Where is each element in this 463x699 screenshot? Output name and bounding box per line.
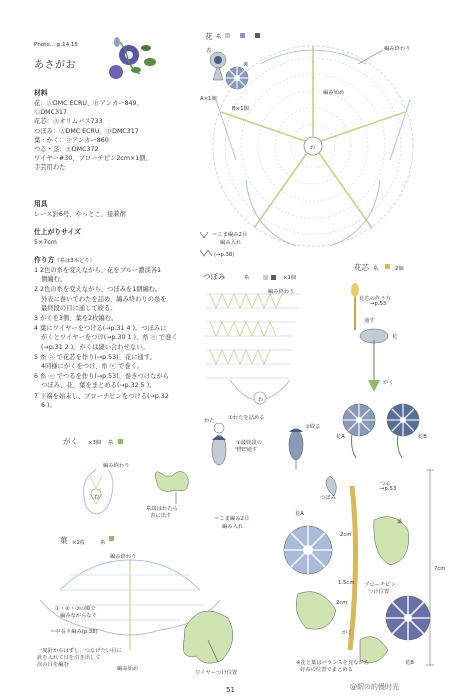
calyx-title: がく <box>63 437 78 446</box>
flower-end-label: 編み終わり <box>384 46 411 52</box>
leaf-thread-label: 糸 <box>100 540 106 546</box>
calyx-note-1: 糸端はわたら <box>146 506 178 512</box>
materials-line: つぼみ：ⒶDMC ECRU、ⒹDMC317 <box>34 127 139 135</box>
legend-symbols <box>200 232 212 256</box>
leaf-count: ×2枚 <box>72 540 86 546</box>
calyx-note-2: 表に出す <box>150 513 172 519</box>
materials-line: ⒸDMC317 <box>34 109 67 117</box>
stamen-flower-b: 花B <box>418 434 427 440</box>
step-line: がくとワイヤーをつけ(→p.30 1 )、糸 ⓔ で巻く <box>41 334 178 342</box>
stamen-flower-label: 花 <box>392 334 398 340</box>
stamen-flower-a: 花A <box>336 434 345 440</box>
step-line: 2色の糸を変えながら、つぼみを1個編む。 <box>40 286 162 294</box>
step-line: がくを3個、葉を2枚編む。 <box>40 315 118 323</box>
watermark: @駅の的慢时光 <box>350 683 399 691</box>
flower-front-back <box>210 52 248 89</box>
stamen-thread-label: 糸 <box>373 266 379 272</box>
assembly-height: 7cm <box>434 566 446 572</box>
calyx-wa-label: わ <box>94 494 100 500</box>
leaf-start-label: 編み始め <box>117 666 139 672</box>
assembly-flower-b: 花B <box>405 660 414 666</box>
step-number: 2 <box>34 286 39 294</box>
flower-legend-line: 編み入れ <box>220 240 242 246</box>
tools-text: レース針6号、やっとこ、接着剤 <box>34 211 126 218</box>
step-line: つぼみ、花、葉をまとめる(→p.32 5 )。 <box>41 382 156 390</box>
step-number: 7 <box>34 392 39 400</box>
bud-count: ×1個 <box>283 275 297 281</box>
assembly-brooch-label: ブローチピン <box>364 582 396 588</box>
size-text: 5×7cm <box>34 239 57 246</box>
materials-line: ワイヤー#30、ブローチピン2cm×1個、 <box>34 155 152 163</box>
bud-thread-label: 糸 <box>244 275 250 281</box>
leaf-title: 葉 <box>60 536 68 545</box>
assembly-note-1: ※花と葉はバランスを見ながら <box>296 660 370 666</box>
assembly-flower-a: 花A <box>295 511 304 517</box>
leaf-note-1: 一度針からはずし、つなげたい目に <box>37 648 122 654</box>
page-number: 51 <box>226 686 235 694</box>
step-number: 3 <box>34 315 39 323</box>
calyx-thread-label: 糸 <box>108 440 114 446</box>
color-swatches <box>109 33 390 541</box>
bud-wa-label: わ <box>258 397 264 403</box>
assembly-tsuru-ref: →p.53 <box>380 486 397 492</box>
stamen-count: 2個 <box>395 266 404 272</box>
assembly-note-2: 好みの位置でまとめる <box>300 667 353 673</box>
step-number: 4 <box>34 325 39 333</box>
bud-steps <box>212 423 303 470</box>
flower-b-label: B×1個 <box>232 106 249 112</box>
size-heading: 仕上がりサイズ <box>34 228 82 236</box>
stamen-diagram <box>343 283 419 458</box>
step-number: 6 <box>34 373 39 381</box>
step-line: 葉にワイヤーをつける(→p.31 4 )。つぼみに <box>40 325 167 333</box>
assembly-bud-label: つぼみ <box>320 495 336 501</box>
bud-chart <box>205 294 300 404</box>
flower-a-label: A×1個 <box>200 96 217 102</box>
bud-wata-label: わた <box>204 418 215 424</box>
step-number: 1 <box>34 267 39 274</box>
stamen-pass-label: 通す <box>364 318 375 324</box>
method-heading: 作り方 <box>34 256 55 264</box>
step-line: 4同様にがくをつけ、糸 ⓔ で巻く。 <box>41 363 144 371</box>
stamen-ref: 花芯の作り方 <box>359 296 391 302</box>
assembly-diagram <box>284 470 434 665</box>
step-line: 糸 ⓐ で花芯を作り(→p.53)、花に通す。 <box>40 353 156 361</box>
assembly-15cm: 1.5cm <box>338 580 355 586</box>
flower-title: 花 <box>205 32 213 41</box>
photo-ref: Photo… p.14,15 <box>34 42 78 48</box>
step-line: 個編む。 <box>41 276 67 284</box>
leaf-steps-2: 編みながらなぐ <box>60 613 98 619</box>
step-line: 2色の糸を変えながら、花をブルー濃淡各1 <box>40 267 162 274</box>
leaf-wire-label: ワイヤーつけ位置 <box>195 670 238 676</box>
step-line: (→p.31 2 )。がくは縫い合わせない。 <box>41 343 149 351</box>
assembly-tsuru-label: つる <box>380 481 391 487</box>
flower-front-label: 表 <box>206 48 212 54</box>
assembly-leaf-label: 葉 <box>397 519 403 525</box>
bud-step-2b: 目に通す <box>236 447 258 453</box>
flower-start-label: 編み始め <box>323 90 345 96</box>
leaf-steps-1: ①・②・③の順で <box>55 606 96 612</box>
leaf-note-2: 針を入れて目を引き出して <box>37 655 101 661</box>
assembly-calyx-label: がく <box>342 630 353 636</box>
leaf-note-3: 次の目を編む <box>37 662 69 668</box>
calyx-legend-1: ＝こま編み2目 <box>214 516 250 522</box>
step-line: 最終段の目に通して絞る。 <box>41 304 117 312</box>
flower-legend-ref: (→p.38) <box>214 252 235 258</box>
materials-line: 花：ⒶDMC ECRU、Ⓑアンカー849、 <box>34 100 143 107</box>
bud-step-1: ①わたを詰める <box>228 415 265 421</box>
calyx-end-label: 編み終わり <box>103 463 130 469</box>
step-line: 6 )。 <box>41 401 56 409</box>
stamen-ref-page: →p.53 <box>370 301 387 307</box>
flower-back-label: 裏 <box>243 62 249 68</box>
method-note: （糸は3本どり） <box>54 258 95 264</box>
bud-end-label: 編み終わり <box>268 289 295 295</box>
step-number: 5 <box>34 353 39 361</box>
tools-heading: 用具 <box>34 200 48 208</box>
assembly-2cm: 2cm <box>340 532 352 538</box>
materials-heading: 材料 <box>34 89 48 97</box>
page-title: あさがお <box>34 60 76 71</box>
leaf-legend: ＝中長々編み(p.38) <box>50 629 98 635</box>
bud-step-2: ②最終段の <box>236 440 262 446</box>
flower-thread-label: 糸 <box>216 34 222 40</box>
flower-legend-line: ＝こま編み2目 <box>212 232 248 238</box>
materials-line: 手芸用わた <box>34 164 66 172</box>
step-line: 外表に巻いてわたを詰め、編み終わりの糸を <box>41 295 167 303</box>
stamen-calyx-label: がく <box>383 380 394 386</box>
leaf-end-label: 編み終わり <box>110 554 137 560</box>
step-line: 下端を始末し、ブローチピンをつける(→p.32 <box>40 392 169 400</box>
materials-line: 葉・がく：Ⓓアンカー860 <box>34 136 109 144</box>
stamen-title: 花芯 <box>354 263 369 272</box>
calyx-count: ×3個 <box>88 440 102 446</box>
bud-step-3: ③絞る <box>305 424 321 430</box>
calyx-legend-2: 編み入れ <box>222 524 244 530</box>
step-line: 糸 ⓔ でつるを作り(→p.53)、巻きつけながら <box>40 373 169 381</box>
materials-line: つる・茎：ⒺDMC372 <box>34 146 99 154</box>
assembly-brooch-label-2: つけ位置 <box>368 589 390 595</box>
bud-title: つぼみ <box>203 272 226 281</box>
assembly-2cm-b: 2cm <box>336 600 348 606</box>
materials-line: 花芯：Ⓐオリムパス733 <box>34 118 103 126</box>
flower-center-label: わ <box>310 145 316 151</box>
